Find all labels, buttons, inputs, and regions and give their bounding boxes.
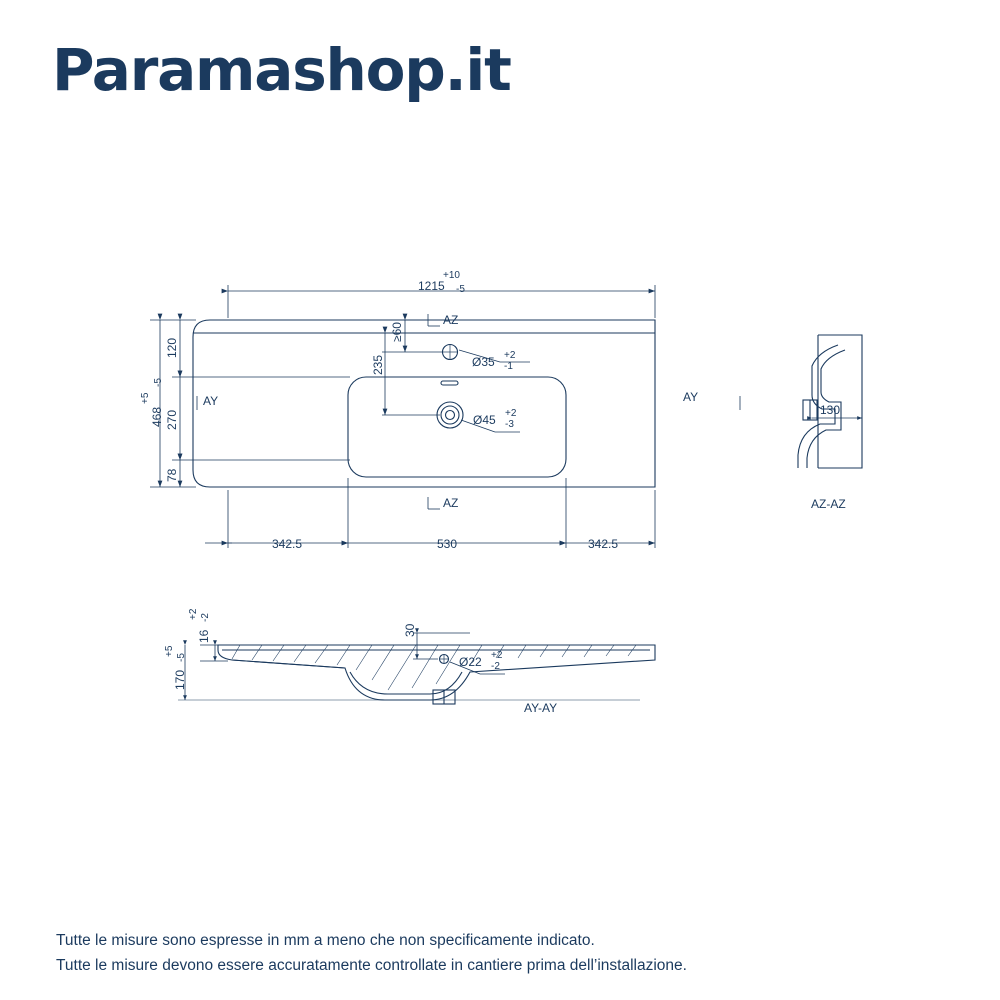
dim-overflow-dia: Ø22 [459, 655, 482, 669]
ay-section-drawing [218, 645, 655, 704]
dim-tap-hole-tol-plus: +2 [504, 350, 516, 361]
section-mark-ay-right: AY [683, 390, 699, 404]
dim-rim-tol-minus: -2 [200, 613, 211, 622]
dim-right-segment: 342.5 [588, 537, 619, 551]
plan-view-outline [193, 320, 655, 487]
dim-overall-depth-tol-plus: +5 [140, 392, 151, 404]
dim-height-tol-plus: +5 [164, 645, 175, 657]
dim-overall-depth: 468 [150, 406, 164, 427]
dim-overall-width: 1215 [418, 279, 445, 293]
dim-left-segment: 342.5 [272, 537, 303, 551]
dim-rim-tol-plus: +2 [188, 608, 199, 620]
dim-waste-dia: Ø45 [473, 413, 496, 427]
az-section-drawing [798, 335, 862, 468]
dim-waste-tol-plus: +2 [505, 408, 517, 419]
dim-tap-hole-tol-minus: -1 [504, 361, 513, 372]
dim-overflow-offset: 30 [403, 623, 417, 637]
site-logo: Paramashop.it [52, 36, 511, 104]
dim-waste-tol-minus: -3 [505, 419, 514, 430]
dim-rear-band: 78 [165, 468, 179, 482]
dim-min-back: ≥60 [390, 322, 404, 342]
dim-height: 170 [173, 669, 187, 690]
ay-section-label: AY-AY [524, 701, 558, 715]
footnote-line-2: Tutte le misure devono essere accuratamente controllate in cantiere prima dell’installazione. [56, 957, 687, 974]
dim-center-segment: 530 [437, 537, 458, 551]
dim-rim-thickness: 16 [197, 629, 211, 643]
dim-az-width: 130 [820, 403, 841, 417]
dim-height-tol-minus: -5 [176, 653, 187, 662]
dim-bowl-depth: 270 [165, 409, 179, 430]
dim-overflow-tol-plus: +2 [491, 650, 503, 661]
dim-tap-hole-offset: 235 [371, 354, 385, 375]
dim-overall-depth-tol-minus: -5 [153, 378, 164, 387]
az-section-label: AZ-AZ [811, 497, 846, 511]
section-mark-az-top: AZ [443, 313, 459, 327]
dim-overall-width-tol-minus: -5 [456, 284, 465, 295]
ay-section-dimensions [178, 633, 640, 700]
dim-front-band: 120 [165, 337, 179, 358]
dim-tap-hole-dia: Ø35 [472, 355, 495, 369]
section-mark-ay-left: AY [203, 394, 219, 408]
dim-overflow-tol-minus: -2 [491, 661, 500, 672]
dim-overall-width-tol-plus: +10 [443, 270, 460, 281]
section-mark-az-bottom: AZ [443, 496, 459, 510]
footnote-line-1: Tutte le misure sono espresse in mm a meno che non specificamente indicato. [56, 932, 595, 949]
